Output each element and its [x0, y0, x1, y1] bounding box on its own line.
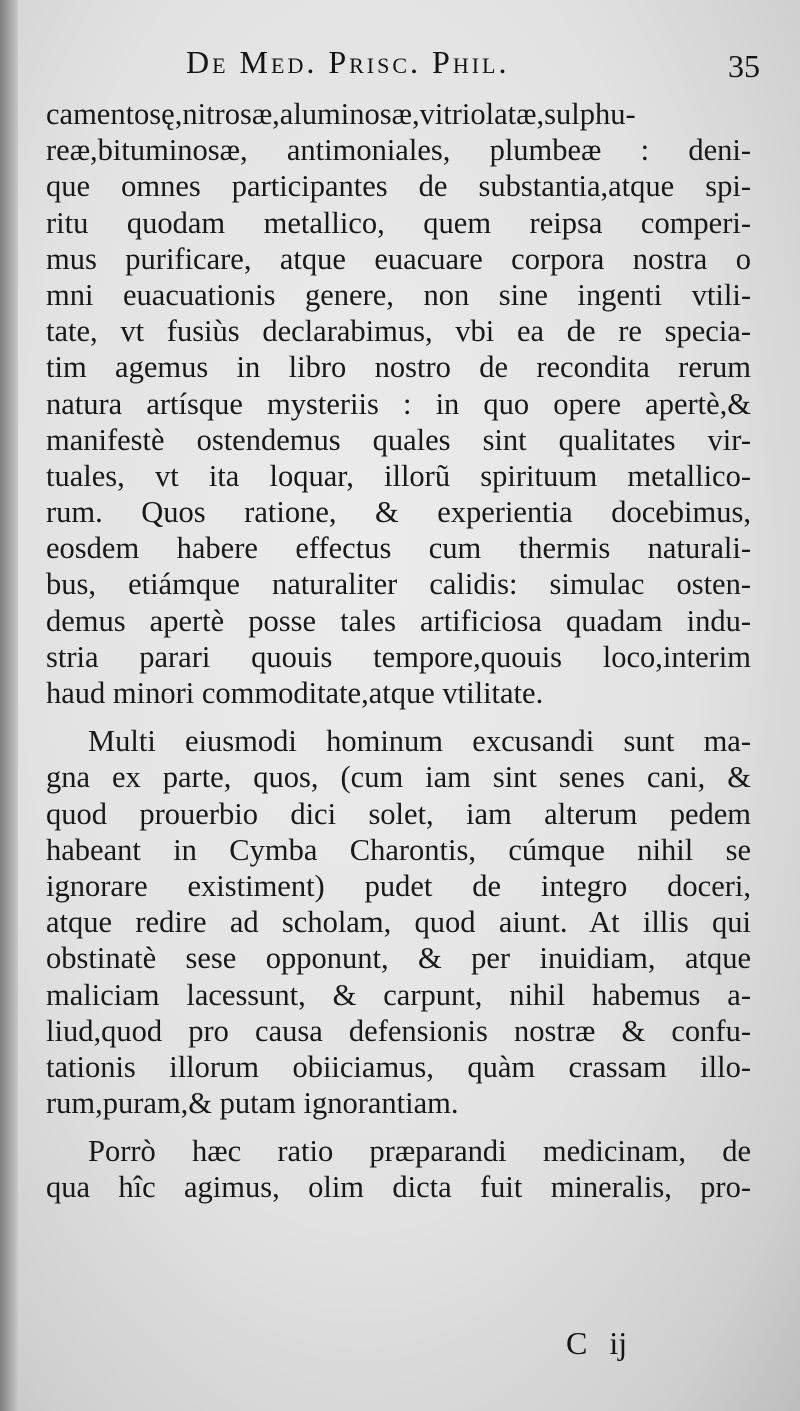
text-line: maliciam lacessunt, & carpunt, nihil habemus a-: [46, 977, 751, 1012]
text-line: reæ,bituminosæ, antimoniales, plumbeæ : deni-: [46, 133, 751, 168]
text-line: mni euacuationis genere, non sine ingenti vtili-: [46, 277, 751, 312]
running-head: De Med. Prisc. Phil.: [186, 44, 510, 80]
text-line: ignorare existiment) pudet de integro doceri,: [46, 868, 751, 903]
text-line: qua hîc agimus, olim dicta fuit mineralis, pro-: [46, 1170, 751, 1205]
text-line: tim agemus in libro nostro de recondita rerum: [46, 350, 751, 385]
page-gutter-shadow: [0, 0, 18, 1411]
text-line: demus apertè posse tales artificiosa quadam indu-: [46, 603, 751, 638]
text-line: quod prouerbio dici solet, iam alterum pedem: [46, 796, 751, 831]
text-line: gna ex parte, quos, (cum iam sint senes cani, &: [46, 760, 751, 795]
paragraph-1: [46, 96, 751, 711]
page-number: 35: [728, 48, 760, 84]
text-line: camentosę,nitrosæ,aluminosæ,vitriolatæ,sulphu-: [46, 97, 636, 131]
paragraph-gap: [46, 1121, 751, 1133]
text-line: habeant in Cymba Charontis, cúmque nihil se: [46, 832, 751, 867]
text-line: stria parari quouis tempore,quouis loco,interim: [46, 639, 751, 674]
text-line: mus purificare, atque euacuare corpora nostra o: [46, 241, 751, 276]
text-block: [46, 96, 751, 1206]
text-line: manifestè ostendemus quales sint qualitates vir-: [46, 422, 751, 457]
text-line: liud,quod pro causa defensionis nostræ & confu-: [46, 1013, 751, 1048]
text-line: atque redire ad scholam, quod aiunt. At illis qui: [46, 905, 751, 940]
text-line: tuales, vt ita loquar, illorũ spirituum metallico-: [46, 458, 751, 493]
text-line: Multi eiusmodi hominum excusandi sunt ma-: [88, 724, 751, 759]
text-line: tate, vt fusiùs declarabimus, vbi ea de re specia-: [46, 314, 751, 349]
text-line: bus, etiámque naturaliter calidis: simulac osten-: [46, 567, 751, 602]
text-line: ritu quodam metallico, quem reipsa comperi-: [46, 205, 751, 240]
text-line: Porrò hæc ratio præparandi medicinam, de: [88, 1134, 751, 1169]
paragraph-3: [46, 1133, 751, 1205]
text-line: rum. Quos ratione, & experientia docebimus,: [46, 495, 751, 530]
text-line: haud minori commoditate,atque vtilitate.: [46, 676, 544, 710]
text-line: tationis illorum obiiciamus, quàm crassam illo-: [46, 1049, 751, 1084]
text-line: obstinatè sese opponunt, & per inuidiam, atque: [46, 941, 751, 976]
text-line: que omnes participantes de substantia,atque spi-: [46, 169, 751, 204]
text-line: eosdem habere effectus cum thermis naturali-: [46, 531, 751, 566]
paragraph-gap: [46, 711, 751, 723]
text-line: rum,puram,& putam ignorantiam.: [46, 1086, 459, 1121]
signature-mark: C ij: [566, 1325, 628, 1361]
paragraph-2: [46, 723, 751, 1121]
text-line: natura artísque mysteriis : in quo opere apertè,&: [46, 386, 751, 421]
